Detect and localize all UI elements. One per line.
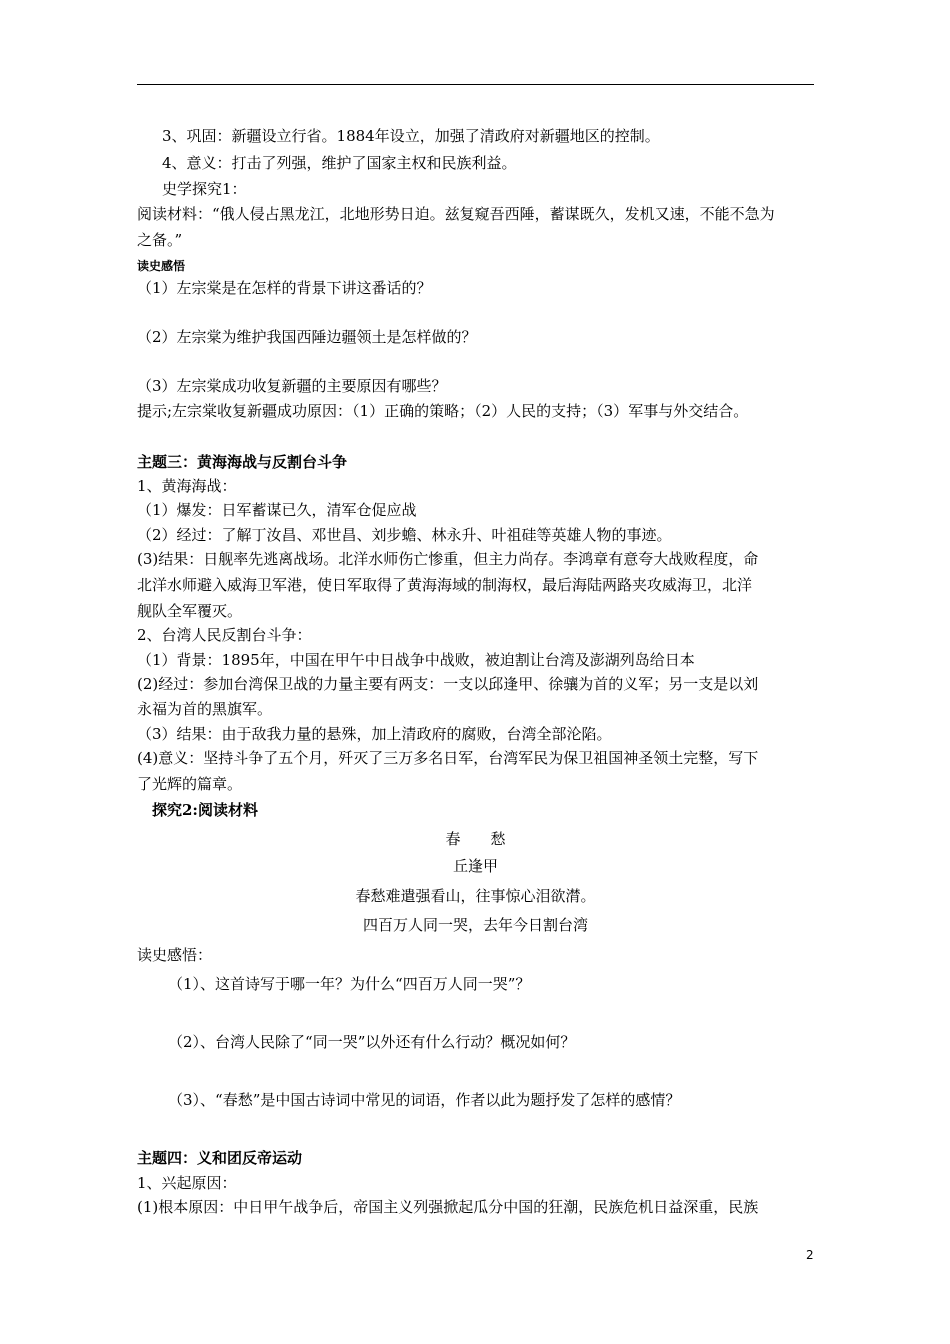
text-line: 史学探究1：: [162, 180, 247, 198]
text-line: (1)根本原因：中日甲午战争后，帝国主义列强掀起瓜分中国的狂潮，民族危机日益深重，民族: [137, 1198, 759, 1216]
section-label: 读史感悟：: [137, 946, 213, 964]
hint-line: 提示;左宗棠收复新疆成功原因：（1）正确的策略；（2）人民的支持；（3）军事与外交结合。: [137, 402, 749, 420]
poem-line: 春愁难遣强看山，往事惊心泪欲潸。: [355, 887, 596, 905]
text-line: (3)结果：日舰率先逃离战场。北洋水师伤亡惨重，但主力尚存。李鸿章有意夸大战败程度，命: [137, 550, 759, 568]
page-number: 2: [806, 1248, 814, 1262]
text-line: 阅读材料：“俄人侵占黑龙江，北地形势日迫。兹复窥吾西陲，蓄谋既久，发机又速，不能不急为: [137, 205, 775, 223]
section-heading: 主题四：义和团反帝运动: [137, 1149, 303, 1167]
question-line: （2）、台湾人民除了“同一哭”以外还有什么行动？概况如何？: [168, 1033, 576, 1051]
text-line: 1、兴起原因：: [137, 1174, 237, 1192]
header-rule: [137, 84, 814, 85]
question-line: （1）、这首诗写于哪一年？为什么“四百万人同一哭”？: [168, 975, 531, 993]
section-label: 读史感悟: [137, 259, 186, 273]
text-line: 舰队全军覆灭。: [137, 602, 243, 620]
question-line: （3）左宗棠成功收复新疆的主要原因有哪些？: [137, 377, 447, 395]
text-line: 4、意义：打击了列强，维护了国家主权和民族利益。: [162, 154, 517, 172]
question-line: （2）左宗棠为维护我国西陲边疆领土是怎样做的？: [137, 328, 477, 346]
text-line: （3）结果：由于敌我力量的悬殊，加上清政府的腐败，台湾全部沦陷。: [137, 725, 612, 743]
section-heading: 主题三：黄海海战与反割台斗争: [137, 453, 348, 471]
text-line: （2）经过：了解丁汝昌、邓世昌、刘步蟾、林永升、叶祖硅等英雄人物的事迹。: [137, 526, 672, 544]
section-label: 探究2:阅读材料: [152, 801, 258, 819]
question-line: （1）左宗棠是在怎样的背景下讲这番话的？: [137, 279, 432, 297]
text-line: 北洋水师避入威海卫军港，使日军取得了黄海海域的制海权，最后海陆两路夹攻威海卫，北洋: [137, 576, 753, 594]
text-line: 了光辉的篇章。: [137, 775, 243, 793]
text-line: 1、黄海海战：: [137, 477, 237, 495]
text-line: (2)经过：参加台湾保卫战的力量主要有两支：一支以邱逢甲、徐骧为首的义军；另一支是以刘: [137, 675, 759, 693]
text-line: （1）背景：1895年，中国在甲午中日战争中战败，被迫割让台湾及澎湖列岛给日本: [137, 651, 695, 669]
text-line: （1）爆发：日军蓄谋已久，清军仓促应战: [137, 501, 417, 519]
text-line: (4)意义：坚持斗争了五个月，歼灭了三万多名日军，台湾军民为保卫祖国神圣领土完整，写下: [137, 749, 759, 767]
text-line: 3、巩固：新疆设立行省。1884年设立，加强了清政府对新疆地区的控制。: [162, 127, 660, 145]
text-line: 永福为首的黑旗军。: [137, 700, 273, 718]
question-line: （3）、“春愁”是中国古诗词中常见的词语，作者以此为题抒发了怎样的感情？: [168, 1091, 681, 1109]
poem-title: 春 愁: [445, 830, 506, 848]
poem-author: 丘逢甲: [452, 857, 498, 875]
poem-line: 四百万人同一哭，去年今日割台湾: [362, 916, 588, 934]
text-line: 之备。”: [137, 231, 183, 249]
text-line: 2、台湾人民反割台斗争：: [137, 626, 312, 644]
